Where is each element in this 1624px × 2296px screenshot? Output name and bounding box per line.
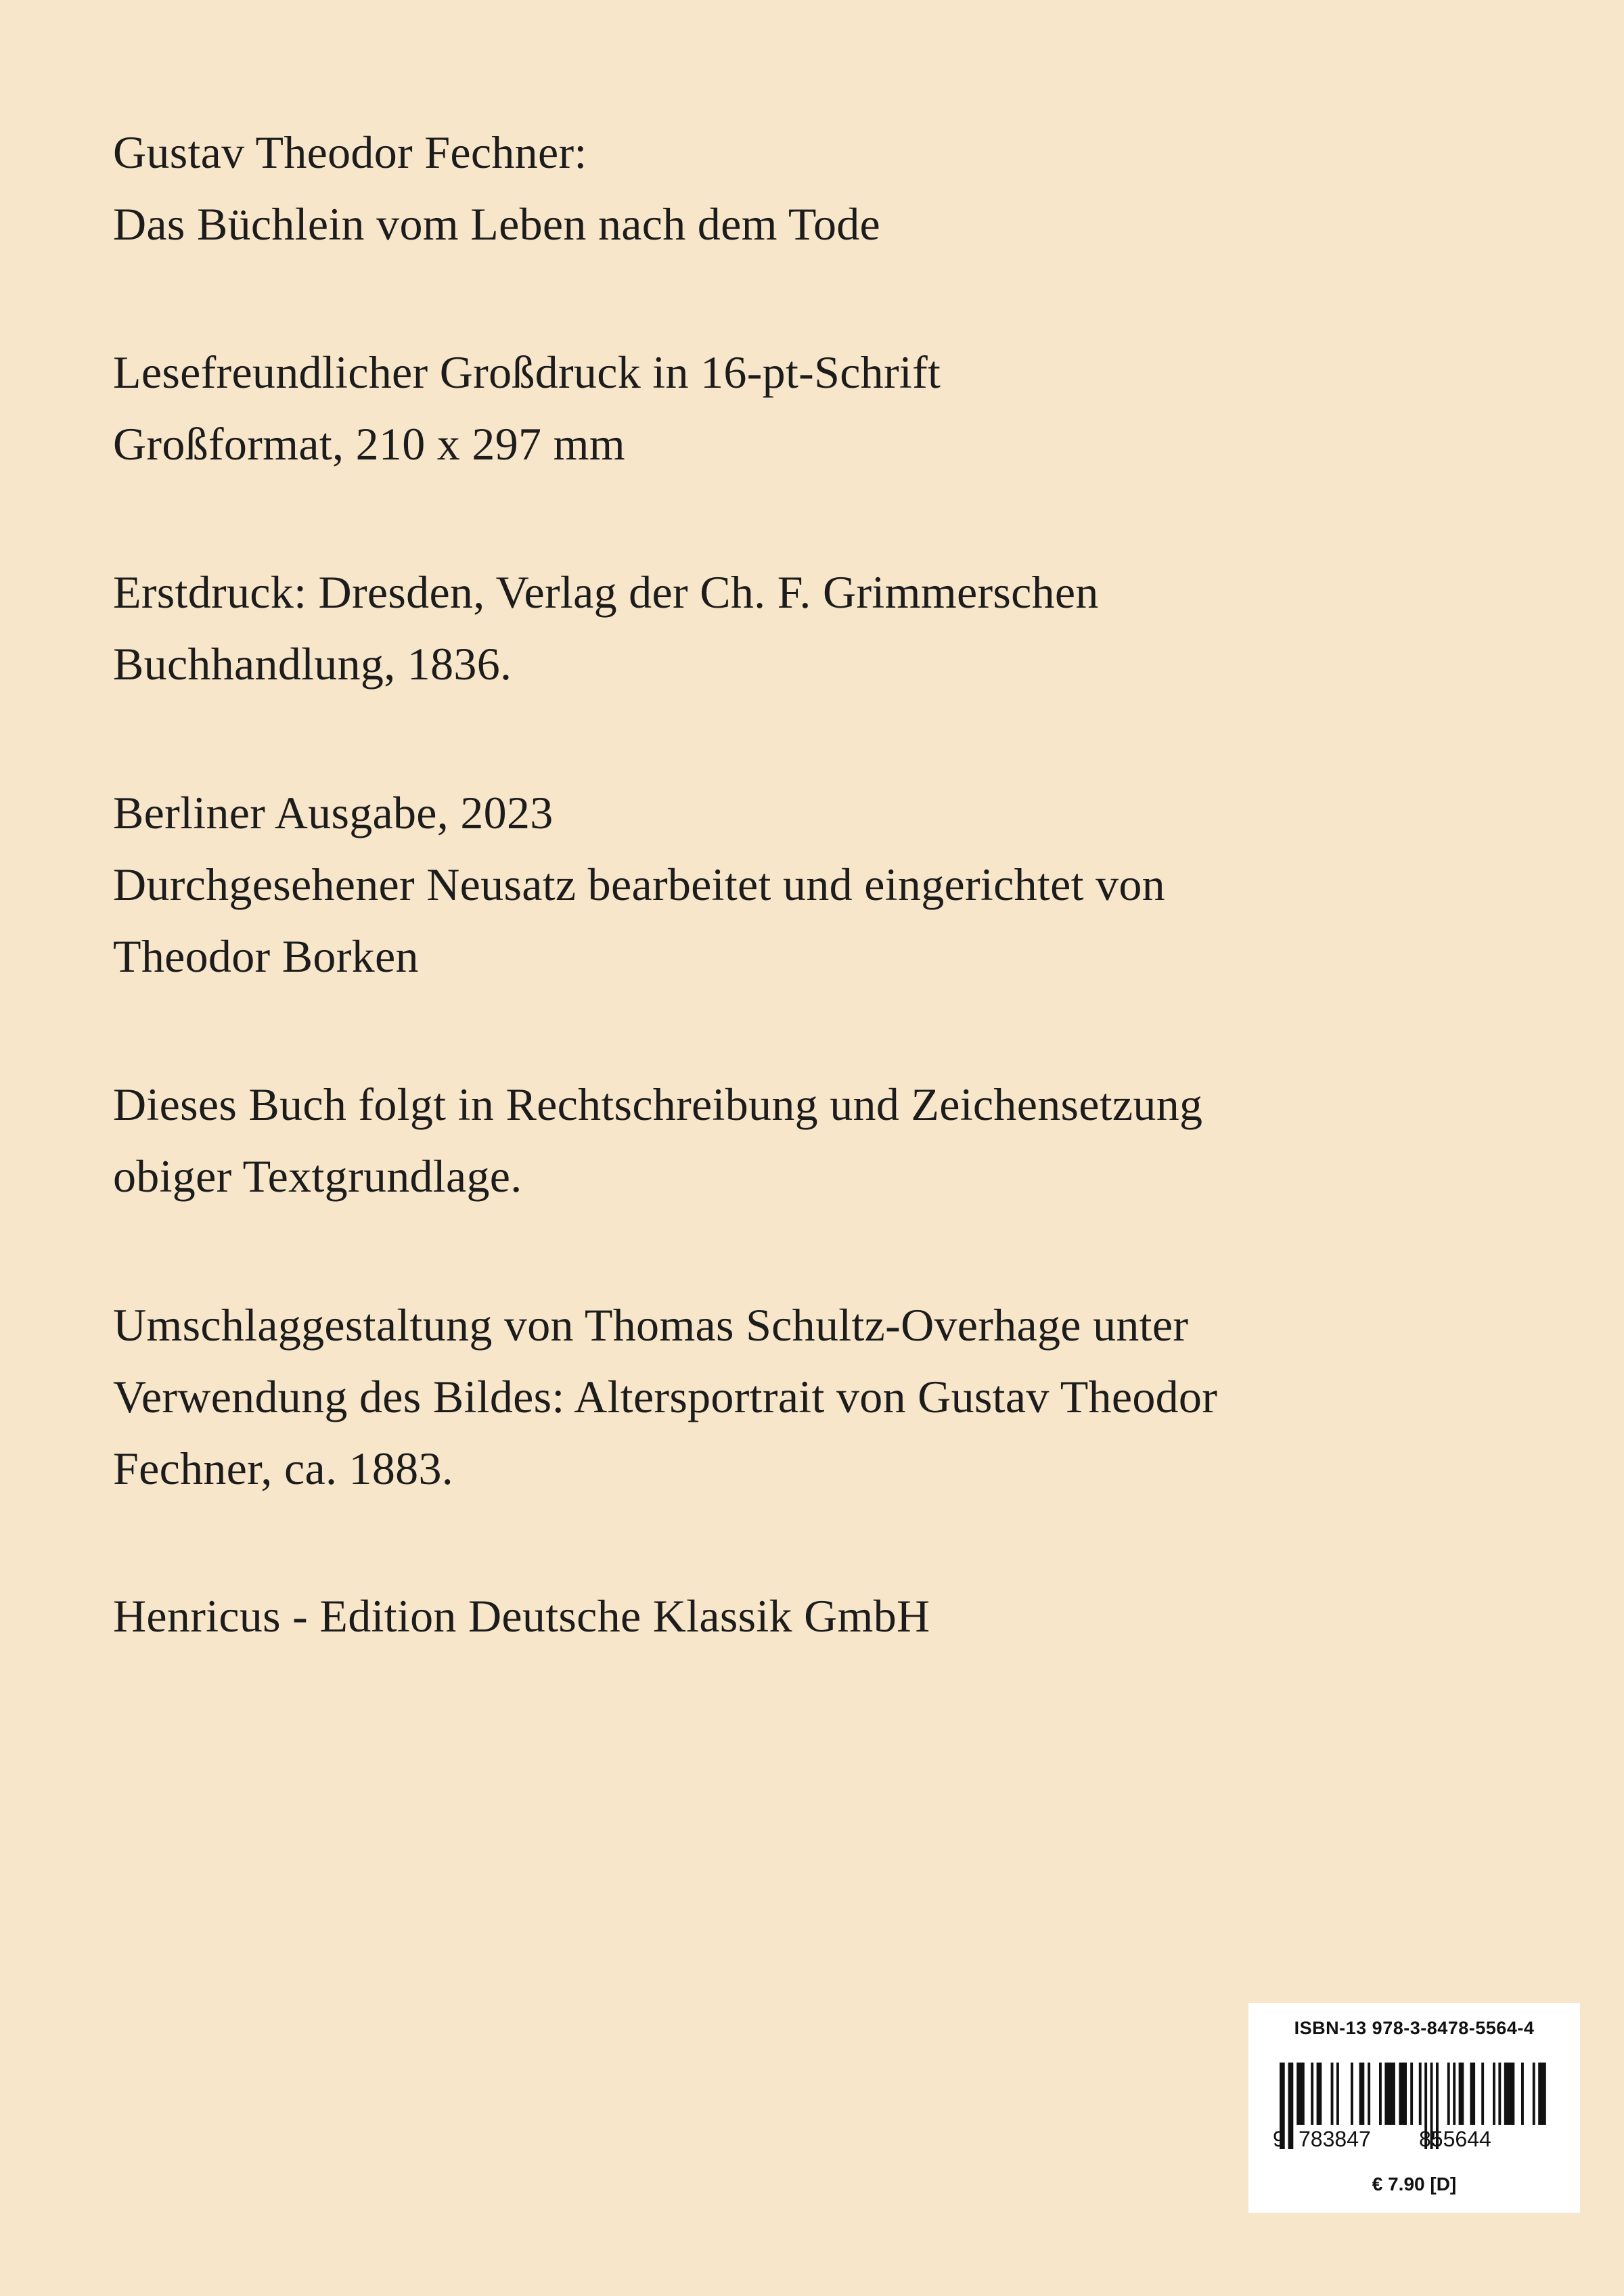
barcode-bar — [1538, 2063, 1546, 2125]
first-print-block — [113, 556, 1099, 700]
barcode-bar — [1453, 2063, 1456, 2125]
edition-line: Berliner Ausgabe, 2023 — [113, 787, 554, 838]
barcode-bar — [1317, 2063, 1322, 2125]
edition-block — [113, 777, 1165, 992]
barcode-bar — [1288, 2063, 1294, 2149]
barcode-bar — [1410, 2063, 1413, 2125]
title-line: Das Büchlein vom Leben nach dem Tode — [113, 198, 881, 250]
barcode-bar — [1521, 2063, 1524, 2125]
barcode-digit-prefix: 9 — [1273, 2127, 1285, 2151]
barcode-bar — [1504, 2063, 1515, 2125]
barcode-bar — [1459, 2063, 1464, 2125]
barcode-bar — [1481, 2063, 1484, 2125]
orthography-block — [113, 1068, 1202, 1212]
first-print-line-2: Buchhandlung, 1836. — [113, 638, 512, 690]
price-label: € 7.90 [D] — [1372, 2174, 1457, 2194]
format-block — [113, 336, 941, 480]
barcode-bar — [1359, 2063, 1365, 2125]
cover-design-line-3: Fechner, ca. 1883. — [113, 1443, 454, 1494]
title-block — [113, 116, 880, 260]
barcode-bar — [1368, 2063, 1370, 2125]
barcode-bar — [1533, 2063, 1535, 2125]
barcode-bar — [1493, 2063, 1495, 2125]
barcode-digit-group-left: 783847 — [1299, 2127, 1371, 2151]
print-size-line: Lesefreundlicher Großdruck in 16-pt-Schrift — [113, 346, 941, 398]
editor-line-2: Theodor Borken — [113, 930, 419, 982]
orthography-line-2: obiger Textgrundlage. — [113, 1150, 522, 1202]
isbn-label: ISBN-13 978-3-8478-5564-4 — [1294, 2018, 1535, 2038]
first-print-line-1: Erstdruck: Dresden, Verlag der Ch. F. Grimmerschen — [113, 566, 1099, 618]
barcode-panel — [1248, 2003, 1580, 2213]
barcode-bar — [1498, 2063, 1501, 2125]
cover-design-line-1: Umschlaggestaltung von Thomas Schultz-Overhage unter — [113, 1299, 1189, 1351]
barcode-bar — [1399, 2063, 1407, 2125]
barcode-bar — [1384, 2063, 1395, 2125]
barcode-bar — [1311, 2063, 1313, 2125]
barcode-bar — [1296, 2063, 1305, 2125]
barcode-bar — [1336, 2063, 1339, 2125]
barcode-bar — [1447, 2063, 1450, 2125]
cover-design-line-2: Verwendung des Bildes: Altersportrait von Gustav Theodor — [113, 1371, 1218, 1422]
barcode-digit-group-right: 855644 — [1419, 2127, 1491, 2151]
editor-line-1: Durchgesehener Neusatz bearbeitet und eingerichtet von — [113, 859, 1165, 910]
cover-design-block — [113, 1289, 1217, 1504]
publisher-block — [113, 1580, 930, 1652]
barcode-bar — [1351, 2063, 1353, 2125]
page-format-line: Großformat, 210 x 297 mm — [113, 418, 625, 470]
publisher-line: Henricus - Edition Deutsche Klassik GmbH — [113, 1590, 930, 1642]
barcode-bar — [1331, 2063, 1334, 2125]
barcode-bar — [1419, 2063, 1422, 2125]
barcode-bar — [1379, 2063, 1382, 2125]
orthography-line-1: Dieses Buch folgt in Rechtschreibung und Zeichensetzung — [113, 1079, 1203, 1130]
barcode-bar — [1470, 2063, 1475, 2125]
author-line: Gustav Theodor Fechner: — [113, 127, 587, 178]
